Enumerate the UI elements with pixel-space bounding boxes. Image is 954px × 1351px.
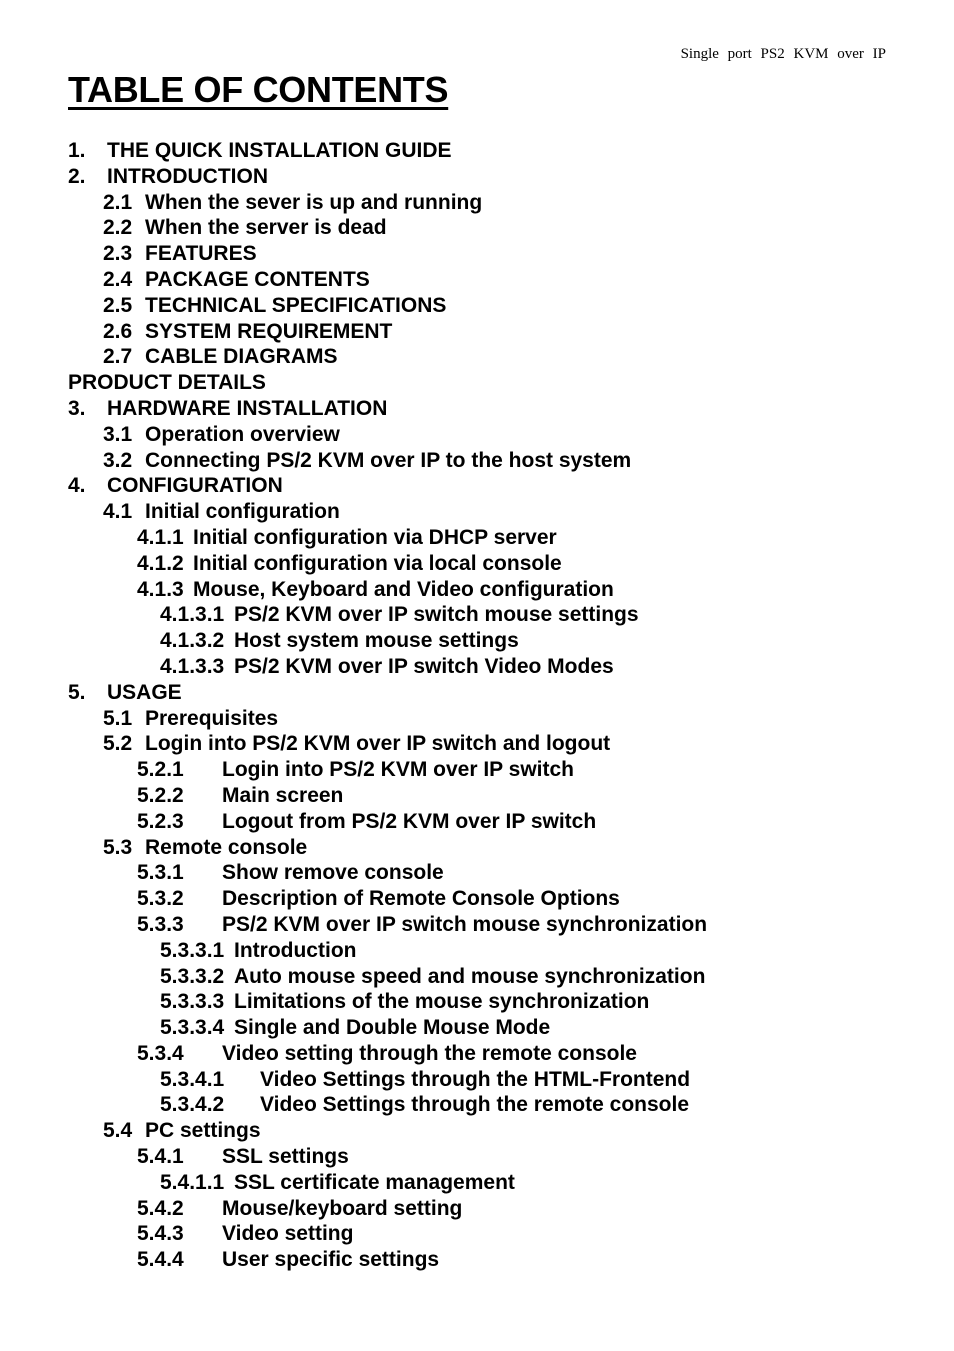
toc-entry-number: 5.4.1 [137, 1145, 184, 1169]
toc-entry-text: Show remove console [222, 861, 444, 885]
toc-entry-number: 1. [68, 139, 86, 162]
toc-entry-text: Single and Double Mouse Mode [234, 1016, 551, 1040]
toc-entry-text: Prerequisites [145, 706, 279, 730]
toc-entry-text: Main screen [222, 783, 344, 807]
toc-entry-text: Video Settings through the HTML-Frontend [260, 1067, 691, 1091]
toc-entry-text: Login into PS/2 KVM over IP switch [222, 758, 574, 782]
toc-entry-number: 3. [68, 396, 86, 420]
toc-entry-number: 5.2 [103, 732, 133, 756]
toc-entry-text: PRODUCT DETAILS [68, 371, 266, 395]
toc-entry-number: 2.3 [103, 242, 133, 266]
toc-entry-text: Login into PS/2 KVM over IP switch and logout [145, 732, 611, 756]
toc-entry-number: 5.3 [103, 835, 133, 859]
toc-entry-number: 4.1.2 [137, 551, 184, 575]
toc-entry-number: 5.3.2 [137, 887, 184, 911]
running-header: Single port PS2 KVM over IP [680, 46, 886, 62]
toc-entry-number: 2.1 [103, 190, 133, 214]
toc-entry-number: 4.1.3.1 [160, 603, 225, 627]
toc-entry-text: INTRODUCTION [107, 164, 268, 188]
toc-entry-number: 5.4.3 [137, 1222, 184, 1246]
toc-entry-number: 5.3.3.3 [160, 990, 225, 1014]
toc-entry-number: 5.3.4.1 [160, 1067, 225, 1091]
toc-entry-text: Video Settings through the remote console [260, 1093, 689, 1117]
toc-entry-text: Initial configuration via local console [193, 551, 562, 575]
toc-entry-number: 5. [68, 680, 86, 704]
toc-entry-text: THE QUICK INSTALLATION GUIDE [107, 139, 452, 162]
toc-entry-number: 2.5 [103, 293, 133, 317]
toc-entry-number: 5.3.3.4 [160, 1016, 225, 1040]
toc-entry-text: Connecting PS/2 KVM over IP to the host system [145, 448, 632, 472]
toc-entry-number: 5.4 [103, 1119, 133, 1143]
toc-entry-text: Mouse, Keyboard and Video configuration [193, 577, 614, 601]
toc-entry-number: 5.2.1 [137, 758, 184, 782]
toc-entry-number: 4.1 [103, 500, 133, 524]
toc-entry-text: Video setting [222, 1222, 354, 1246]
toc-entry-text: When the sever is up and running [145, 190, 483, 214]
toc-entry-text: PACKAGE CONTENTS [145, 267, 370, 291]
toc-entry-text: Video setting through the remote console [222, 1041, 637, 1065]
toc-entry-text: PS/2 KVM over IP switch Video Modes [234, 654, 614, 678]
toc-entry-text: Auto mouse speed and mouse synchronization [234, 964, 706, 988]
toc-entry-number: 5.2.2 [137, 783, 184, 807]
toc-entry-text: Description of Remote Console Options [222, 887, 620, 911]
toc-entry-number: 2. [68, 164, 86, 188]
toc-entry-number: 5.1 [103, 706, 133, 730]
toc-entry-number: 2.4 [103, 267, 133, 291]
toc-entry-text: SSL certificate management [234, 1170, 515, 1194]
toc-entry-text: Initial configuration via DHCP server [193, 525, 557, 549]
toc-entry-text: Operation overview [145, 422, 340, 446]
toc-entry-text: User specific settings [222, 1248, 440, 1272]
toc-entry-text: CABLE DIAGRAMS [145, 345, 338, 369]
toc-entry-number: 5.3.3.1 [160, 938, 225, 962]
toc-entry-number: 2.2 [103, 216, 133, 240]
toc-entry-text: TECHNICAL SPECIFICATIONS [145, 293, 447, 317]
toc-entry-number: 5.3.3.2 [160, 964, 225, 988]
toc-entry-number: 4.1.3.2 [160, 629, 225, 653]
toc-entry-number: 5.4.1.1 [160, 1170, 225, 1194]
toc-entry-text: SSL settings [222, 1145, 349, 1169]
toc-entry-number: 5.4.2 [137, 1196, 184, 1220]
toc-entry-number: 3.2 [103, 448, 133, 472]
toc-entry-number: 4.1.3 [137, 577, 184, 601]
toc-entry-number: 2.6 [103, 319, 133, 343]
toc-entry-text: When the server is dead [145, 216, 387, 240]
toc-entry-text: PS/2 KVM over IP switch mouse synchronization [222, 912, 708, 936]
toc-entry-number: 5.3.4.2 [160, 1093, 225, 1117]
toc-entry-text: CONFIGURATION [107, 474, 283, 498]
toc-entry-text: Remote console [145, 835, 308, 859]
toc-entry-text: PS/2 KVM over IP switch mouse settings [234, 603, 639, 627]
toc-entry-text: Host system mouse settings [234, 629, 519, 653]
toc-entry-number: 5.3.4 [137, 1041, 184, 1065]
toc-entry-text: HARDWARE INSTALLATION [107, 396, 388, 420]
toc-entry-number: 4. [68, 474, 86, 498]
toc-entry-text: Mouse/keyboard setting [222, 1196, 463, 1220]
toc-entry-number: 5.3.1 [137, 861, 184, 885]
toc-entry-number: 5.2.3 [137, 809, 184, 833]
toc-entry-text: Initial configuration [145, 500, 340, 524]
toc-entry-text: FEATURES [145, 242, 257, 266]
toc-entry-number: 3.1 [103, 422, 133, 446]
toc-entry-text: Logout from PS/2 KVM over IP switch [222, 809, 597, 833]
toc-entry-number: 4.1.3.3 [160, 654, 225, 678]
toc-title: TABLE OF CONTENTS [68, 69, 449, 110]
toc-entry-number: 5.3.3 [137, 912, 184, 936]
toc-entry-number: 4.1.1 [137, 525, 184, 549]
toc-entry-number: 2.7 [103, 345, 133, 369]
toc-entry-text: Introduction [234, 938, 357, 962]
toc-entry-text: USAGE [107, 680, 182, 704]
toc-entry-text: SYSTEM REQUIREMENT [145, 319, 393, 343]
toc-entry-text: PC settings [145, 1119, 261, 1143]
toc-entry-text: Limitations of the mouse synchronization [234, 990, 650, 1014]
toc-entry-number: 5.4.4 [137, 1248, 184, 1272]
